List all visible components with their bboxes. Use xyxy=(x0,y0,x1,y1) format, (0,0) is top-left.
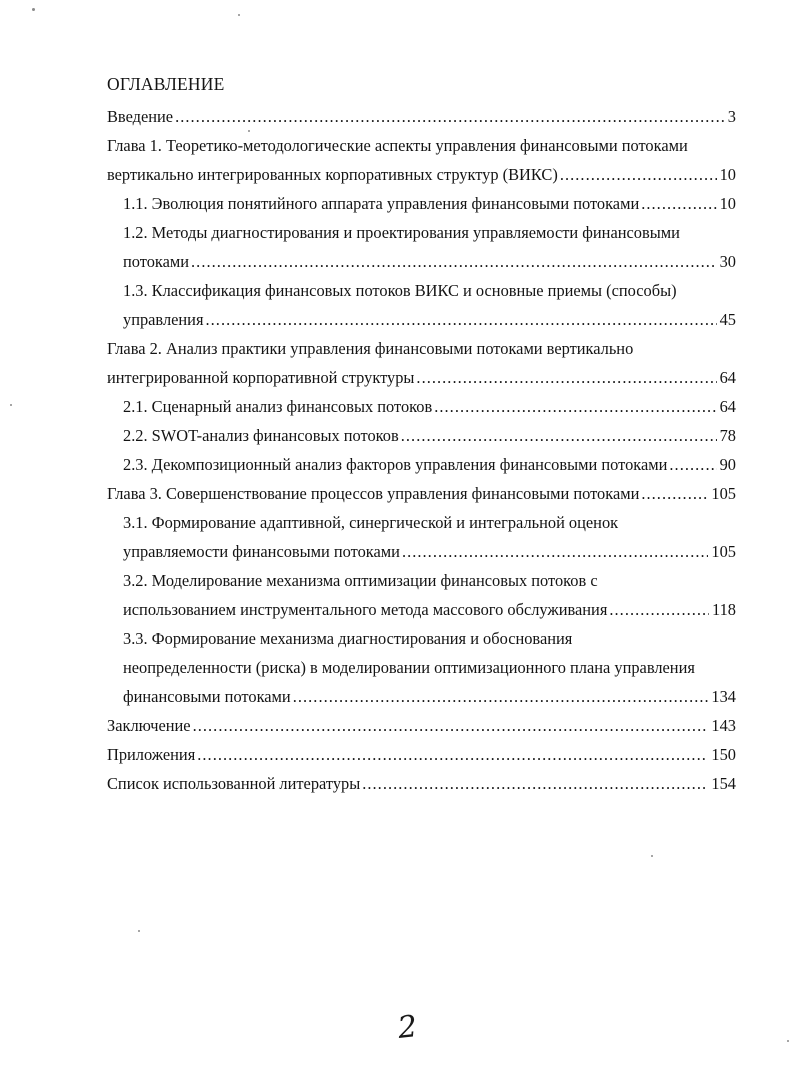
toc-entry-chapter-2-cont[interactable] xyxy=(107,367,736,389)
dot-leader xyxy=(641,483,708,505)
scan-speck xyxy=(32,8,35,11)
dot-leader xyxy=(293,686,709,708)
toc-entry-conclusion[interactable] xyxy=(107,715,736,737)
dot-leader xyxy=(206,309,717,331)
toc-entry-text: потоками xyxy=(123,252,190,271)
toc-entry-section-3-3-cont[interactable] xyxy=(123,657,695,679)
scan-speck xyxy=(651,855,653,857)
toc-entry-section-1-1[interactable] xyxy=(123,193,736,215)
toc-entry-text: 1.2. Методы диагностирования и проектирования управляемости финансовыми xyxy=(123,223,680,242)
toc-page-number: 90 xyxy=(719,455,736,474)
toc-entry-text: 2.2. SWOT-анализ финансовых потоков xyxy=(123,426,399,445)
toc-entry-text: 2.3. Декомпозиционный анализ факторов управления финансовыми потоками xyxy=(123,455,668,474)
dot-leader xyxy=(401,425,717,447)
toc-entry-text: Приложения xyxy=(107,745,196,764)
toc-entry-section-2-3[interactable] xyxy=(123,454,736,476)
toc-entry-section-3-1-cont[interactable] xyxy=(123,541,736,563)
toc-entry-text: вертикально интегрированных корпоративных структур (ВИКС) xyxy=(107,165,558,184)
toc-page-number: 154 xyxy=(711,774,736,793)
toc-entry-section-3-1[interactable] xyxy=(123,512,618,534)
toc-page-number: 10 xyxy=(719,194,736,213)
toc-entry-section-3-3-cont-2[interactable] xyxy=(123,686,736,708)
toc-entry-bibliography[interactable] xyxy=(107,773,736,795)
dot-leader xyxy=(191,251,717,273)
toc-entry-text: Заключение xyxy=(107,716,191,735)
toc-entry-text: 3.1. Формирование адаптивной, синергической и интегральной оценок xyxy=(123,513,619,532)
toc-page-number: 118 xyxy=(712,600,736,619)
toc-entry-chapter-2[interactable] xyxy=(107,338,633,360)
toc-entry-text: 3.3. Формирование механизма диагностирования и обоснования xyxy=(123,629,573,648)
toc-page-number: 105 xyxy=(711,484,736,503)
dot-leader xyxy=(434,396,716,418)
toc-entry-text: 1.3. Классификация финансовых потоков ВИКС и основные приемы (способы) xyxy=(123,281,677,300)
toc-entry-chapter-3[interactable] xyxy=(107,483,736,505)
toc-entry-section-1-3[interactable] xyxy=(123,280,677,302)
scan-speck xyxy=(10,404,12,406)
scan-speck xyxy=(238,14,240,16)
toc-entry-section-3-2[interactable] xyxy=(123,570,598,592)
toc-page-number: 150 xyxy=(711,745,736,764)
dot-leader xyxy=(362,773,708,795)
toc-entry-text: интегрированной корпоративной структуры xyxy=(107,368,415,387)
toc-entry-section-1-3-cont[interactable] xyxy=(123,309,736,331)
toc-entry-introduction[interactable] xyxy=(107,106,736,128)
toc-entry-section-1-2-cont[interactable] xyxy=(123,251,736,273)
dot-leader xyxy=(669,454,716,476)
toc-page-number: 10 xyxy=(719,165,736,184)
toc-title: ОГЛАВЛЕНИЕ xyxy=(107,74,225,94)
toc-entry-text: использованием инструментального метода массового обслуживания xyxy=(123,600,608,619)
toc-entry-text: Список использованной литературы xyxy=(107,774,361,793)
toc-entry-text: Глава 3. Совершенствование процессов управления финансовыми потоками xyxy=(107,484,640,503)
scan-speck xyxy=(248,130,250,132)
toc-page-number: 3 xyxy=(727,107,736,126)
dot-leader xyxy=(560,164,717,186)
toc-entry-text: 3.2. Моделирование механизма оптимизации финансовых потоков с xyxy=(123,571,598,590)
scan-speck xyxy=(787,1040,789,1042)
dot-leader xyxy=(609,599,709,621)
toc-page-number: 64 xyxy=(719,368,736,387)
scan-speck xyxy=(138,930,140,932)
toc-entry-text: финансовыми потоками xyxy=(123,687,291,706)
toc-page-number: 134 xyxy=(711,687,736,706)
toc-page-number: 78 xyxy=(719,426,736,445)
toc-entry-text: 1.1. Эволюция понятийного аппарата управления финансовыми потоками xyxy=(123,194,640,213)
toc-page-number: 30 xyxy=(719,252,736,271)
toc-entry-text: Глава 2. Анализ практики управления финансовыми потоками вертикально xyxy=(107,339,634,358)
toc-entry-text: неопределенности (риска) в моделировании оптимизационного плана управления xyxy=(123,658,695,677)
toc-entry-text: 2.1. Сценарный анализ финансовых потоков xyxy=(123,397,433,416)
toc-entry-section-3-2-cont[interactable] xyxy=(123,599,736,621)
dot-leader xyxy=(193,715,709,737)
dot-leader xyxy=(416,367,716,389)
dot-leader xyxy=(175,106,725,128)
toc-entry-chapter-1[interactable] xyxy=(107,135,688,157)
toc-page-number: 45 xyxy=(719,310,736,329)
dot-leader xyxy=(197,744,708,766)
toc-entry-section-1-2[interactable] xyxy=(123,222,680,244)
toc-page-number: 105 xyxy=(711,542,736,561)
handwritten-page-number: 2 xyxy=(396,1009,419,1046)
toc-entry-chapter-1-cont[interactable] xyxy=(107,164,736,186)
toc-entry-text: Глава 1. Теоретико-методологические аспекты управления финансовыми потоками xyxy=(107,136,688,155)
dot-leader xyxy=(641,193,716,215)
toc-entry-appendices[interactable] xyxy=(107,744,736,766)
toc-entry-text: управления xyxy=(123,310,204,329)
toc-entry-text: Введение xyxy=(107,107,174,126)
toc-page-number: 64 xyxy=(719,397,736,416)
toc-entry-section-2-2[interactable] xyxy=(123,425,736,447)
dot-leader xyxy=(402,541,708,563)
toc-page-number: 143 xyxy=(711,716,736,735)
toc-entry-section-3-3[interactable] xyxy=(123,628,572,650)
toc-entry-text: управляемости финансовыми потоками xyxy=(123,542,400,561)
toc-entry-section-2-1[interactable] xyxy=(123,396,736,418)
